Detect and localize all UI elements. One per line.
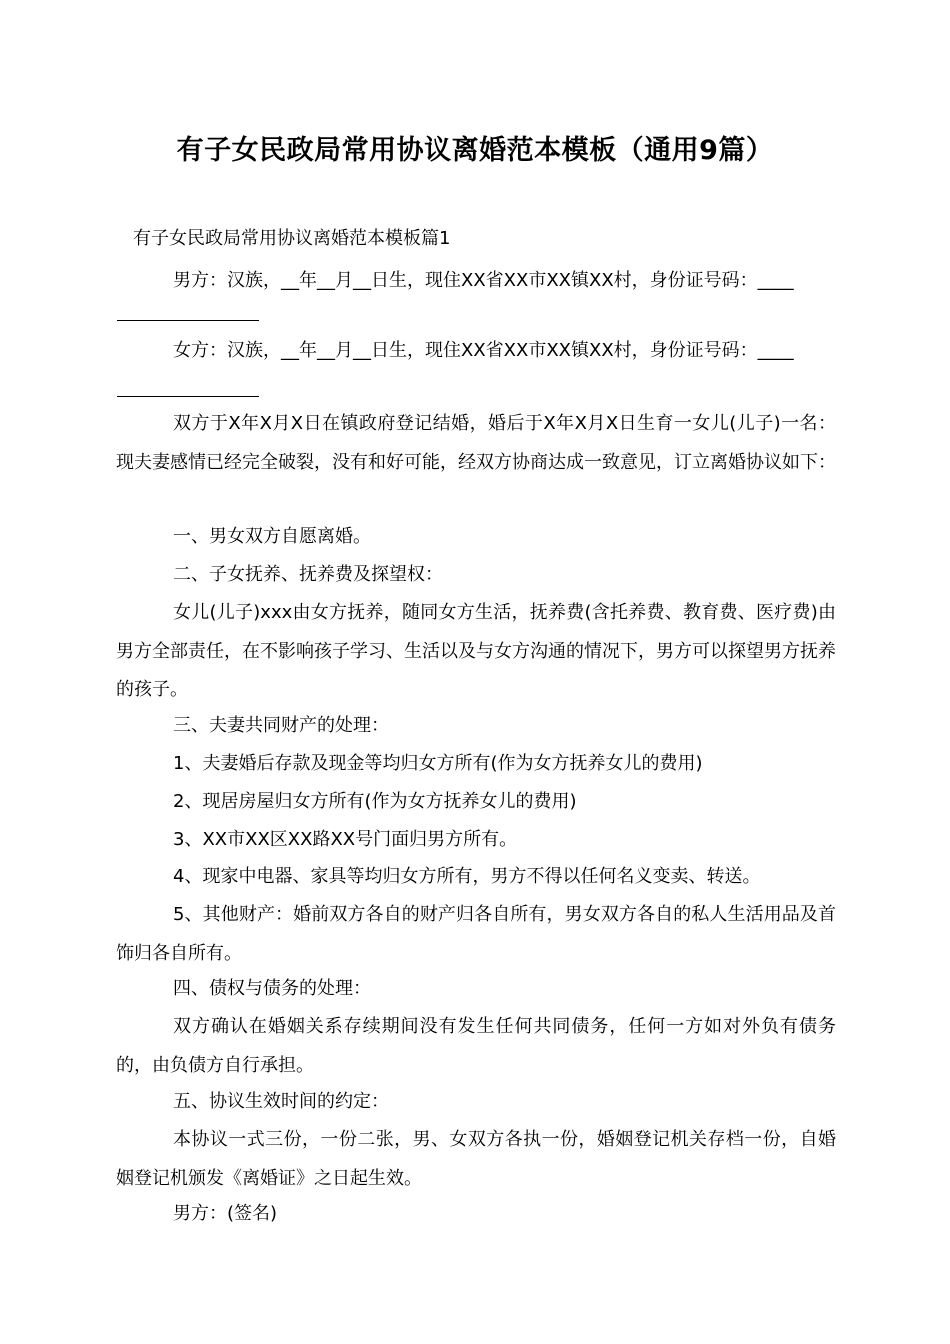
- id-number-blank-line: [117, 320, 259, 321]
- property-item-4: 4、现家中电器、家具等均归女方所有，男方不得以任何名义变卖、转送。: [173, 866, 761, 887]
- female-party-info: 女方：汉族，__年__月__日生，现住XX省XX市XX镇XX村，身份证号码：____: [173, 340, 794, 361]
- property-item-3: 3、XX市XX区XX路XX号门面归男方所有。: [173, 829, 518, 850]
- clause-4-heading: 四、债权与债务的处理：: [173, 978, 371, 999]
- marriage-background: 双方于X年X月X日在镇政府登记结婚，婚后于X年X月X日生育一女儿(儿子)一名：现夫妻感情已经完全破裂，没有和好可能，经双方协商达成一致意见，订立离婚协议如下：: [116, 413, 836, 473]
- id-number-blank-line: [117, 396, 259, 397]
- clause-5-heading: 五、协议生效时间的约定：: [173, 1091, 389, 1112]
- clause-3-heading: 三、夫妻共同财产的处理：: [173, 715, 389, 736]
- property-item-5: 5、其他财产：婚前双方各自的财产归各自所有，男女双方各自的私人生活用品及首饰归各自所有。: [116, 904, 836, 964]
- male-signature-line: 男方：(签名): [173, 1203, 278, 1224]
- property-item-2: 2、现居房屋归女方所有(作为女方抚养女儿的费用): [173, 791, 577, 812]
- section-title: 有子女民政局常用协议离婚范本模板篇1: [133, 228, 451, 249]
- custody-paragraph: 女儿(儿子)xxx由女方抚养，随同女方生活，抚养费(含托养费、教育费、医疗费)由男方全部责任，在不影响孩子学习、生活以及与女方沟通的情况下，男方可以探望男方抚养的孩子。: [116, 602, 836, 700]
- document-title: 有子女民政局常用协议离婚范本模板（通用9篇）: [176, 135, 774, 166]
- clause-2-heading: 二、子女抚养、抚养费及探望权：: [173, 564, 443, 585]
- effective-date-paragraph: 本协议一式三份，一份二张，男、女双方各执一份，婚姻登记机关存档一份，自婚姻登记机颁发《离婚证》之日起生效。: [116, 1129, 836, 1189]
- debt-paragraph: 双方确认在婚姻关系存续期间没有发生任何共同债务，任何一方如对外负有债务的，由负债方自行承担。: [116, 1016, 836, 1076]
- clause-1: 一、男女双方自愿离婚。: [173, 526, 371, 547]
- property-item-1: 1、夫妻婚后存款及现金等均归女方所有(作为女方抚养女儿的费用): [173, 753, 703, 774]
- male-party-info: 男方：汉族，__年__月__日生，现住XX省XX市XX镇XX村，身份证号码：____: [173, 270, 794, 291]
